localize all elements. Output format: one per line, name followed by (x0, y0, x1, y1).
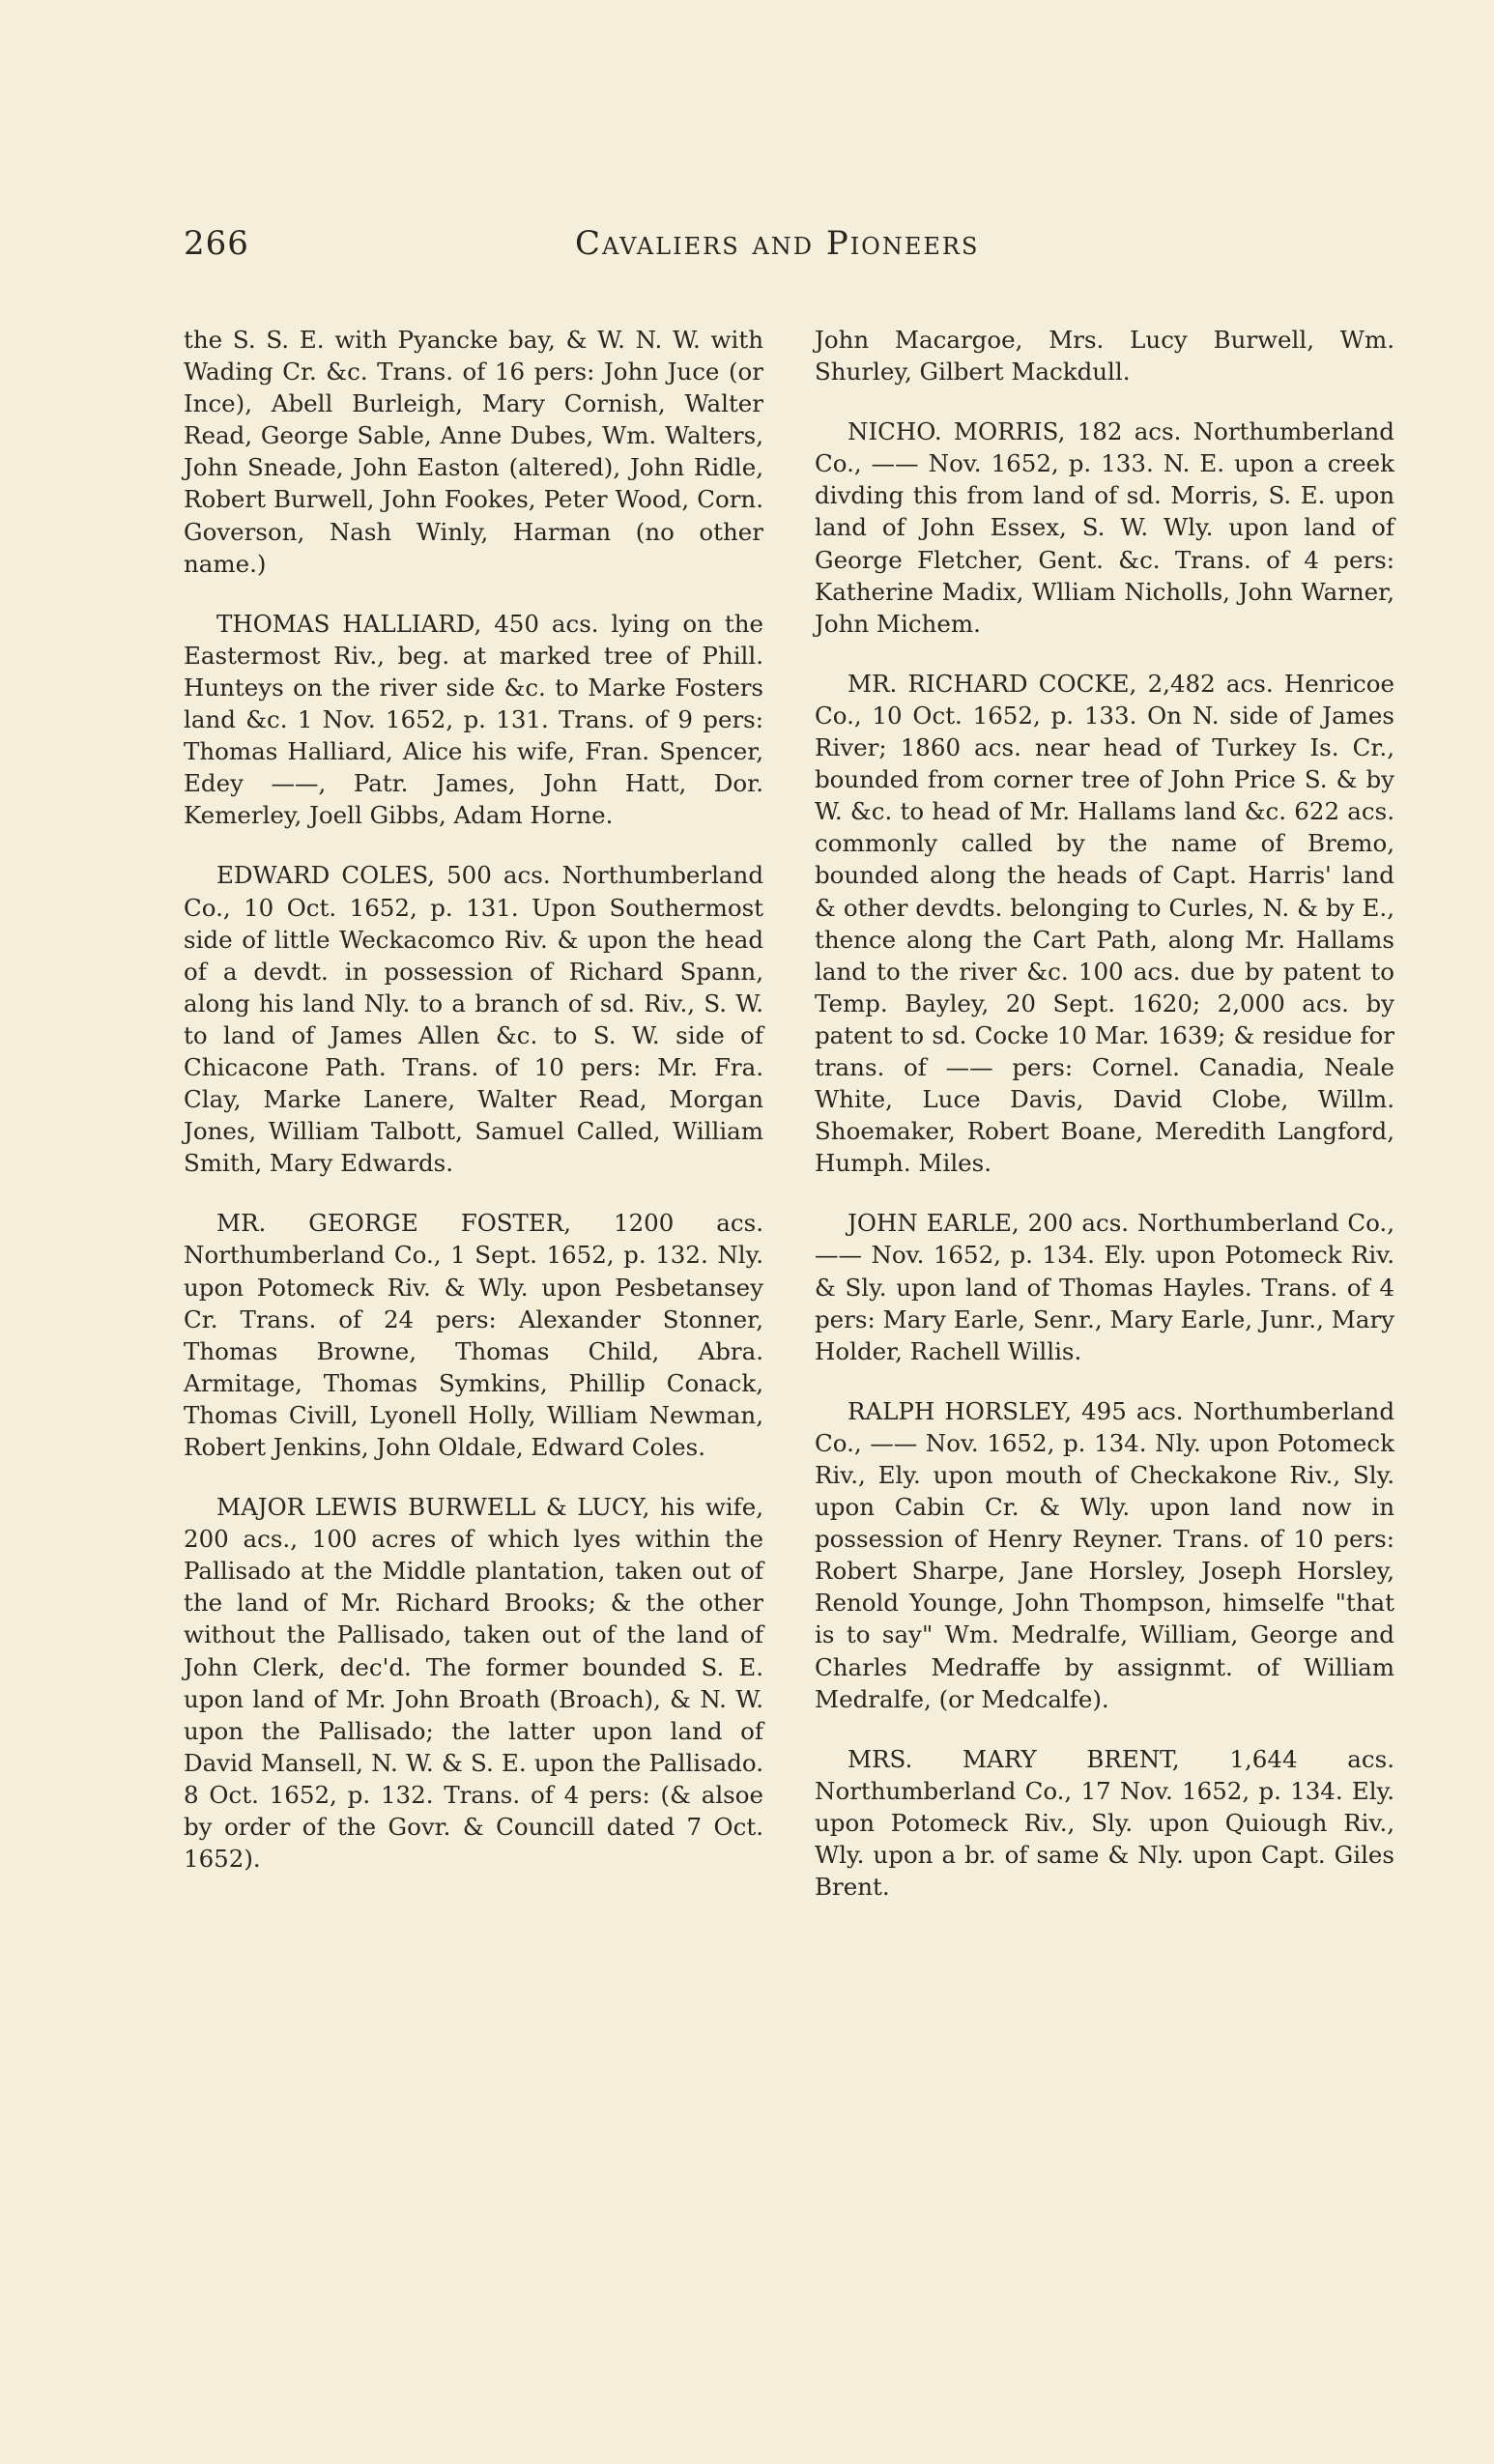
entry-paragraph (815, 1743, 1394, 1903)
entry-paragraph (815, 324, 1394, 387)
entry-paragraph (184, 324, 763, 580)
page-number: 266 (184, 224, 249, 263)
entry-text: 450 acs. lying on the Eastermost Riv., beg. at marked tree of Phill. Hunteys on the river side &c. to Marke Fosters land &c. 1 Nov. 1652, p. 131. Trans. of 9 pers: Thomas Halliard, Alice his wife, Fran. Spencer, Edey ——, Patr. James, John Hatt, Dor. Kemerley, Joell Gibbs, Adam Horne. (184, 609, 763, 830)
entry-paragraph (184, 1207, 763, 1463)
entry-name: JOHN EARLE, (848, 1209, 1020, 1238)
entry-paragraph (184, 859, 763, 1179)
right-column (815, 324, 1394, 1931)
entry-name: EDWARD COLES, (216, 861, 436, 890)
entry-text: 495 acs. Northumberland Co., —— Nov. 1652, p. 134. Nly. upon Potomeck Riv., Ely. upon mouth of Checkakone Riv., Sly. upon Cabin Cr. & Wly. upon land now in possession of Henry Reyner. Trans. of 10 pers: Robert Sharpe, Jane Horsley, Joseph Horsley, Renold Younge, John Thompson, himselfe "that is to say" Wm. Medralfe, William, George and Charles Medraffe by assignmt. of William Medralfe, (or Medcalfe). (815, 1396, 1395, 1713)
entry-text: his wife, 200 acs., 100 acres of which lyes within the Pallisado at the Middle plantation, taken out of the land of Mr. Richard Brooks; & the other without the Pallisado, taken out of the land of John Clerk, dec'd. The former bounded S. E. upon land of Mr. John Broath (Broach), & N. W. upon the Pallisado; the latter upon land of David Mansell, N. W. & S. E. upon the Pallisado. 8 Oct. 1652, p. 132. Trans. of 4 pers: (& alsoe by order of the Govr. & Councill dated 7 Oct. 1652). (184, 1493, 763, 1874)
running-head: Cavaliers and Pioneers (575, 224, 980, 263)
left-column (184, 324, 763, 1903)
entry-paragraph (184, 608, 763, 832)
entry-text: the S. S. E. with Pyancke bay, & W. N. W. with Wading Cr. &c. Trans. of 16 pers: John Juce (or Ince), Abell Burleigh, Mary Cornish, Walter Read, George Sable, Anne Dubes, Wm. Walters, John Sneade, John Easton (altered), John Ridle, Robert Burwell, John Fookes, Peter Wood, Corn. Goverson, Nash Winly, Harman (no other name.) (184, 326, 763, 578)
entry-paragraph (815, 1395, 1394, 1715)
entry-text: 182 acs. Northumberland Co., —— Nov. 1652, p. 133. N. E. upon a creek divding this from land of sd. Morris, S. E. upon land of John Essex, S. W. Wly. upon land of George Fletcher, Gent. &c. Trans. of 4 pers: Katherine Madix, Wlliam Nicholls, John Warner, John Michem. (815, 417, 1394, 638)
entry-text: 1200 acs. Northumberland Co., 1 Sept. 1652, p. 132. Nly. upon Potomeck Riv. & Wly. upon Pesbetansey Cr. Trans. of 24 pers: Alexander Stonner, Thomas Browne, Thomas Child, Abra. Armitage, Thomas Symkins, Phillip Conack, Thomas Civill, Lyonell Holly, William Newman, Robert Jenkins, John Oldale, Edward Coles. (184, 1209, 763, 1461)
entry-name: MR. GEORGE FOSTER, (216, 1209, 572, 1238)
page-header (184, 224, 1401, 282)
entry-paragraph (815, 668, 1394, 1180)
entry-paragraph (815, 1207, 1394, 1366)
entry-text: 500 acs. Northumberland Co., 10 Oct. 1652, p. 131. Upon Southermost side of little Weckacomco Riv. & upon the head of a devdt. in possession of Richard Spann, along his land Nly. to a branch of sd. Riv., S. W. to land of James Allen &c. to S. W. side of Chicacone Path. Trans. of 10 pers: Mr. Fra. Clay, Marke Lanere, Walter Read, Morgan Jones, William Talbott, Samuel Called, William Smith, Mary Edwards. (184, 861, 764, 1178)
entry-name: MR. RICHARD COCKE, (848, 669, 1137, 698)
entry-text: John Macargoe, Mrs. Lucy Burwell, Wm. Shurley, Gilbert Mackdull. (815, 326, 1394, 387)
entry-paragraph (815, 415, 1394, 640)
entry-text: 200 acs. Northumberland Co., —— Nov. 1652, p. 134. Ely. upon Potomeck Riv. & Sly. upon land of Thomas Hayles. Trans. of 4 pers: Mary Earle, Senr., Mary Earle, Junr., Mary Holder, Rachell Willis. (815, 1209, 1394, 1365)
entry-name: RALPH HORSLEY, (848, 1396, 1072, 1425)
entry-name: NICHO. MORRIS, (848, 417, 1066, 446)
entry-paragraph (184, 1491, 763, 1875)
entry-name: MRS. MARY BRENT, (848, 1744, 1180, 1773)
entry-text: 2,482 acs. Henricoe Co., 10 Oct. 1652, p. 133. On N. side of James River; 1860 acs. near head of Turkey Is. Cr., bounded from corner tree of John Price S. & by W. &c. to head of Mr. Hallams land &c. 622 acs. commonly called by the name of Bremo, bounded along the heads of Capt. Harris' land & other devdts. belonging to Curles, N. & by E., thence along the Cart Path, along Mr. Hallams land to the river &c. 100 acs. due by patent to Temp. Bayley, 20 Sept. 1620; 2,000 acs. by patent to sd. Cocke 10 Mar. 1639; & residue for trans. of —— pers: Cornel. Canadia, Neale White, Luce Davis, David Clobe, Willm. Shoemaker, Robert Boane, Meredith Langford, Humph. Miles. (815, 669, 1394, 1178)
entry-name: THOMAS HALLIARD, (216, 609, 482, 638)
entry-text: 1,644 acs. Northumberland Co., 17 Nov. 1652, p. 134. Ely. upon Potomeck Riv., Sly. upon Quiough Riv., Wly. upon a br. of same & Nly. upon Capt. Giles Brent. (815, 1744, 1394, 1902)
entry-name: MAJOR LEWIS BURWELL & LUCY, (216, 1493, 650, 1522)
